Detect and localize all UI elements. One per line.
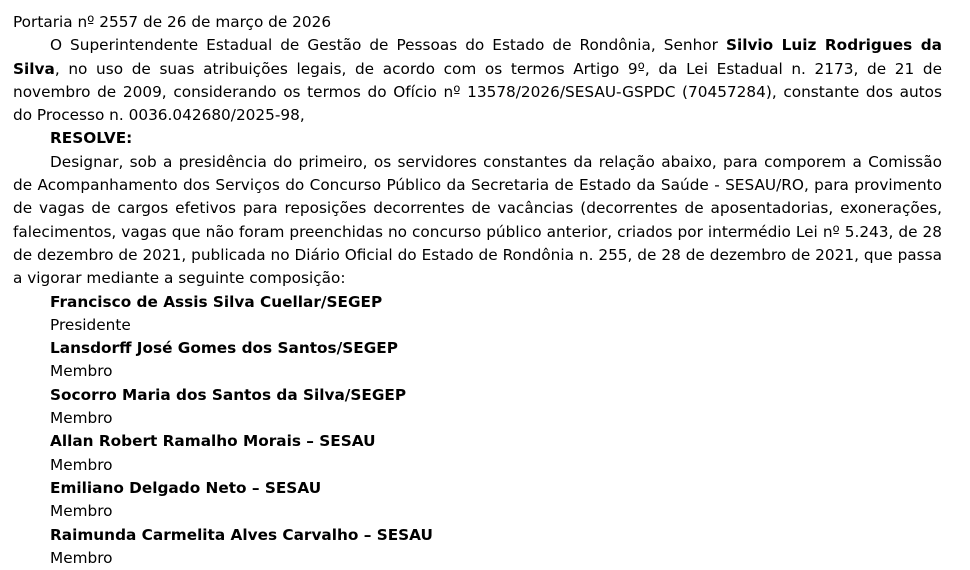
member-name-text: Socorro Maria dos Santos da Silva/SEGEP [50,385,407,404]
member-list [13,291,942,570]
member-name-text: Francisco de Assis Silva Cuellar/SEGEP [50,292,383,311]
member-role: Presidente [50,315,131,334]
intro-paragraph [13,34,942,127]
resolve-label [13,127,942,150]
member-role: Membro [50,362,113,381]
member-role: Membro [50,455,113,474]
resolve-label-text: RESOLVE: [50,129,133,148]
member-name-text: Raimunda Carmelita Alves Carvalho – SESAU [50,525,433,544]
member-name [13,477,942,500]
member-name-text: Allan Robert Ramalho Morais – SESAU [50,432,376,451]
ordinance-heading: Portaria nº 2557 de 26 de março de 2026 [13,13,332,31]
member-name-text: Lansdorff José Gomes dos Santos/SEGEP [50,339,398,358]
intro-text-after: , no uso de suas atribuições legais, de acordo com os termos Artigo 9º, da Lei Estadual n. 2173, de 21 de novembro de 2009, considerando os termos do Ofício nº 13578/2026/SESAU-GSPDC (70457284), constante dos autos do Processo n. 0036.042680/2025-98, [13,59,942,125]
member-role: Membro [50,548,113,567]
member-name [13,337,942,360]
member-name [13,430,942,453]
intro-text-before: O Superintendente Estadual de Gestão de Pessoas do Estado de Rondônia, Senhor [50,36,726,55]
body-paragraph: Designar, sob a presidência do primeiro, os servidores constantes da relação abaixo, para comporem a Comissão de Acompanhamento dos Serviços do Concurso Público da Secretaria de Estado da Saúde - SESAU/RO, para provimento de vagas de cargos efetivos para reposições decorrentes de vacâncias (decorrentes de aposentadorias, exonerações, falecimentos, vagas que não foram preenchidas no concurso público anterior, criados por intermédio Lei nº 5.243, de 28 de dezembro de 2021, publicada no Diário Oficial do Estado de Rondônia n. 255, de 28 de dezembro de 2021, que passa a vigorar mediante a seguinte composição: [13,152,942,288]
member-name [13,384,942,407]
official-name: Silvio Luiz Rodrigues da Silva [13,36,942,78]
member-name [13,524,942,547]
member-name-text: Emiliano Delgado Neto – SESAU [50,478,322,497]
member-name [13,291,942,314]
member-role: Membro [50,409,113,428]
member-role: Membro [50,502,113,521]
document [13,11,942,570]
